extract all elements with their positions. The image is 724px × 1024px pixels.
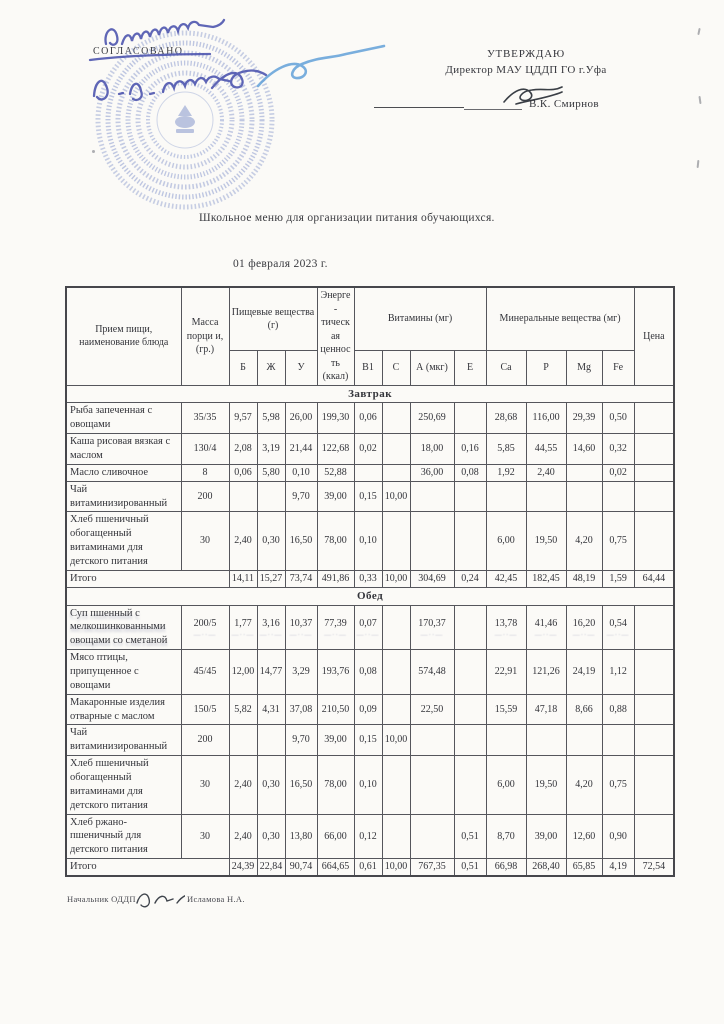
value-cell: 8,66 (566, 694, 602, 725)
value-cell (602, 725, 634, 756)
table-row (66, 725, 674, 756)
value-cell (634, 814, 674, 859)
column-header-energy: Энерге - тическ ая ценнос ть (ккал) (317, 287, 354, 385)
value-cell: 122,68 (317, 434, 354, 465)
value-cell: 29,39 (566, 403, 602, 434)
table-row (66, 434, 674, 465)
value-cell (634, 756, 674, 814)
value-cell: 3,16 —··— (257, 605, 285, 650)
value-cell: 73,74 (285, 570, 317, 587)
column-header-fe: Fe (602, 351, 634, 385)
value-cell: 78,00 (317, 756, 354, 814)
handwritten-flourish (258, 46, 384, 86)
value-cell: 1,59 (602, 570, 634, 587)
value-cell: 0,15 (354, 725, 382, 756)
value-cell (634, 434, 674, 465)
value-cell: 45/45 (181, 650, 229, 695)
value-cell (486, 725, 526, 756)
value-cell: 200/5 —··— (181, 605, 229, 650)
scan-smear-artifact: —··— (356, 630, 380, 639)
value-cell (526, 725, 566, 756)
value-cell (634, 481, 674, 512)
value-cell: 0,16 (454, 434, 486, 465)
value-cell (454, 481, 486, 512)
value-cell: 8,70 (486, 814, 526, 859)
table-row (66, 859, 674, 876)
value-cell: 30 (181, 756, 229, 814)
value-cell (566, 481, 602, 512)
value-cell: 3,29 (285, 650, 317, 695)
table-row (66, 403, 674, 434)
agreed-label: СОГЛАСОВАНО (93, 46, 184, 57)
value-cell: 72,54 (634, 859, 674, 876)
value-cell: 182,45 (526, 570, 566, 587)
value-cell: 250,69 (410, 403, 454, 434)
value-cell: 767,35 (410, 859, 454, 876)
value-cell (410, 725, 454, 756)
value-cell: 47,18 (526, 694, 566, 725)
value-cell: 24,39 (229, 859, 257, 876)
section-row (66, 587, 674, 605)
dish-name: Мясо птицы, припущенное с овощами (66, 650, 181, 695)
value-cell: 12,00 (229, 650, 257, 695)
value-cell: 5,80 (257, 464, 285, 481)
value-cell: 37,08 (285, 694, 317, 725)
dish-name: Каша рисовая вязкая с маслом (66, 434, 181, 465)
value-cell (229, 725, 257, 756)
value-cell: 2,40 (229, 512, 257, 570)
table-row (66, 570, 674, 587)
dish-name: Рыба запеченная с овощами (66, 403, 181, 434)
scan-smear-artifact: —··— (494, 630, 518, 639)
dish-name: Хлеб пшеничный обогащенный витаминами для детского питания (66, 756, 181, 814)
value-cell: 14,77 (257, 650, 285, 695)
value-cell: 39,00 (317, 725, 354, 756)
value-cell: 90,74 (285, 859, 317, 876)
value-cell (634, 403, 674, 434)
value-cell: 116,00 (526, 403, 566, 434)
value-cell: 0,10 (354, 756, 382, 814)
value-cell: 1,77 —··— (229, 605, 257, 650)
value-cell: 16,50 (285, 756, 317, 814)
value-cell: 1,12 (602, 650, 634, 695)
document-date: 01 февраля 2023 г. (233, 258, 328, 270)
value-cell (454, 725, 486, 756)
column-header-mg: Mg (566, 351, 602, 385)
scan-smear-artifact: —··— (420, 630, 444, 639)
column-header-a: А (мкг) (410, 351, 454, 385)
column-header-protein: Б (229, 351, 257, 385)
footer-signatory-name: Исламова Н.А. (187, 894, 245, 904)
value-cell: 9,57 (229, 403, 257, 434)
column-group-vitamins: Витамины (мг) (354, 287, 486, 351)
value-cell (634, 694, 674, 725)
column-header-b1: В1 (354, 351, 382, 385)
value-cell: 210,50 (317, 694, 354, 725)
value-cell: 18,00 (410, 434, 454, 465)
value-cell: 4,31 (257, 694, 285, 725)
value-cell: 0,50 (602, 403, 634, 434)
value-cell: 0,10 (285, 464, 317, 481)
stamp-emblem-icon (175, 105, 195, 133)
column-group-minerals: Минеральные вещества (мг) (486, 287, 634, 351)
value-cell (354, 464, 382, 481)
value-cell: 2,40 (229, 814, 257, 859)
scan-speck (698, 96, 701, 104)
value-cell (454, 512, 486, 570)
value-cell: 0,12 (354, 814, 382, 859)
value-cell: 6,00 (486, 512, 526, 570)
value-cell (410, 481, 454, 512)
value-cell: 19,50 (526, 512, 566, 570)
table-row (66, 756, 674, 814)
approve-subtitle: Директор МАУ ЦДДП ГО г.Уфа (445, 64, 607, 76)
value-cell: 1,92 (486, 464, 526, 481)
column-header-c: С (382, 351, 410, 385)
value-cell: 150/5 (181, 694, 229, 725)
scan-smear-artifact: —··— (231, 630, 255, 639)
value-cell: 0,75 (602, 512, 634, 570)
value-cell: 2,08 (229, 434, 257, 465)
value-cell: 0,32 (602, 434, 634, 465)
value-cell (454, 650, 486, 695)
value-cell: 0,88 (602, 694, 634, 725)
dish-name: Итого (66, 859, 229, 876)
value-cell: 39,00 (526, 814, 566, 859)
value-cell: 6,00 (486, 756, 526, 814)
dish-name: Хлеб пшеничный обогащенный витаминами для детского питания (66, 512, 181, 570)
value-cell: 9,70 (285, 725, 317, 756)
value-cell (382, 403, 410, 434)
section-row (66, 385, 674, 403)
signature-line-2 (464, 109, 522, 110)
value-cell: 0,06 (354, 403, 382, 434)
value-cell: 0,51 (454, 814, 486, 859)
value-cell: 10,00 (382, 859, 410, 876)
table-row (66, 464, 674, 481)
value-cell: 9,70 (285, 481, 317, 512)
menu-table-body (66, 385, 674, 876)
scan-speck (697, 160, 700, 168)
stamp-and-inscription-area (60, 8, 405, 228)
value-cell (382, 756, 410, 814)
scan-smear-artifact: —··— (572, 630, 596, 639)
column-header-ca: Ca (486, 351, 526, 385)
value-cell (382, 464, 410, 481)
value-cell (410, 814, 454, 859)
value-cell (634, 512, 674, 570)
value-cell (410, 756, 454, 814)
scan-speck (92, 150, 95, 153)
value-cell (229, 481, 257, 512)
footer-signature (129, 885, 185, 911)
value-cell: 0,75 (602, 756, 634, 814)
value-cell: 42,45 (486, 570, 526, 587)
scan-smear-artifact: —··— (534, 630, 558, 639)
value-cell: 2,40 (526, 464, 566, 481)
handwritten-inscription (90, 20, 266, 100)
value-cell: 2,40 (229, 756, 257, 814)
scan-smear-artifact: —··— (259, 630, 283, 639)
value-cell: 13,80 (285, 814, 317, 859)
column-header-carbs: У (285, 351, 317, 385)
value-cell: 0,07 —··— (354, 605, 382, 650)
column-header-meal: Прием пищи, наименование блюда (66, 287, 181, 385)
value-cell: 0,30 (257, 512, 285, 570)
value-cell: 30 (181, 814, 229, 859)
value-cell: 200 (181, 481, 229, 512)
value-cell: 41,46 —··— (526, 605, 566, 650)
value-cell (382, 512, 410, 570)
value-cell: 268,40 (526, 859, 566, 876)
column-header-mass: Масса порци и, (гр.) (181, 287, 229, 385)
value-cell (454, 605, 486, 650)
value-cell (634, 725, 674, 756)
value-cell: 22,91 (486, 650, 526, 695)
value-cell: 36,00 (410, 464, 454, 481)
scan-smear-artifact: —··— (606, 630, 630, 639)
value-cell: 78,00 (317, 512, 354, 570)
value-cell: 304,69 (410, 570, 454, 587)
value-cell: 170,37 —··— (410, 605, 454, 650)
dish-name: Чай витаминизированный (66, 481, 181, 512)
value-cell: 21,44 (285, 434, 317, 465)
value-cell (382, 694, 410, 725)
value-cell (634, 605, 674, 650)
value-cell: 0,30 (257, 756, 285, 814)
value-cell: 10,00 (382, 570, 410, 587)
value-cell: 121,26 (526, 650, 566, 695)
table-row (66, 814, 674, 859)
value-cell: 4,19 (602, 859, 634, 876)
value-cell: 16,50 (285, 512, 317, 570)
value-cell: 65,85 (566, 859, 602, 876)
value-cell: 66,00 (317, 814, 354, 859)
approve-title: УТВЕРЖДАЮ (486, 48, 566, 60)
dish-name: Хлеб ржано-пшеничный для детского питания (66, 814, 181, 859)
value-cell: 8 (181, 464, 229, 481)
column-header-price: Цена (634, 287, 674, 385)
table-row (66, 650, 674, 695)
value-cell (602, 481, 634, 512)
value-cell: 664,65 (317, 859, 354, 876)
value-cell: 3,19 (257, 434, 285, 465)
value-cell (526, 481, 566, 512)
value-cell (382, 650, 410, 695)
value-cell: 14,11 (229, 570, 257, 587)
value-cell (634, 650, 674, 695)
value-cell (410, 512, 454, 570)
approver-name: В.К. Смирнов (529, 98, 599, 110)
dish-name: Суп пшенный с мелкошинкованными овощами со сметаной (66, 605, 181, 650)
table-row (66, 694, 674, 725)
value-cell: 5,98 (257, 403, 285, 434)
value-cell: 44,55 (526, 434, 566, 465)
value-cell: 66,98 (486, 859, 526, 876)
table-row (66, 512, 674, 570)
value-cell: 10,00 (382, 481, 410, 512)
value-cell: 15,59 (486, 694, 526, 725)
value-cell: 574,48 (410, 650, 454, 695)
value-cell: 52,88 (317, 464, 354, 481)
value-cell (382, 434, 410, 465)
column-header-p: P (526, 351, 566, 385)
value-cell: 491,86 (317, 570, 354, 587)
value-cell (454, 756, 486, 814)
menu-table (65, 286, 675, 877)
value-cell: 0,06 (229, 464, 257, 481)
column-header-e: Е (454, 351, 486, 385)
value-cell: 10,37 —··— (285, 605, 317, 650)
value-cell: 130/4 (181, 434, 229, 465)
value-cell: 0,51 (454, 859, 486, 876)
value-cell: 0,61 (354, 859, 382, 876)
dish-name: Масло сливочное (66, 464, 181, 481)
dish-name: Итого (66, 570, 229, 587)
value-cell: 22,50 (410, 694, 454, 725)
value-cell: 200 (181, 725, 229, 756)
scan-speck (697, 28, 700, 35)
value-cell: 5,82 (229, 694, 257, 725)
approval-block (392, 48, 660, 76)
value-cell: 0,09 (354, 694, 382, 725)
scan-smear-artifact: —··— (324, 630, 347, 639)
value-cell: 0,90 (602, 814, 634, 859)
scan-smear-artifact: —··— (193, 630, 217, 639)
value-cell: 0,08 (354, 650, 382, 695)
official-stamp (60, 8, 405, 228)
value-cell: 0,08 (454, 464, 486, 481)
table-row (66, 605, 674, 650)
value-cell: 14,60 (566, 434, 602, 465)
value-cell: 39,00 (317, 481, 354, 512)
value-cell: 19,50 (526, 756, 566, 814)
value-cell: 0,54 —··— (602, 605, 634, 650)
column-header-fat: Ж (257, 351, 285, 385)
table-header (66, 287, 674, 385)
value-cell: 0,30 (257, 814, 285, 859)
value-cell: 0,24 (454, 570, 486, 587)
value-cell: 35/35 (181, 403, 229, 434)
value-cell: 193,76 (317, 650, 354, 695)
value-cell (454, 403, 486, 434)
section-label: Завтрак (66, 385, 674, 403)
value-cell (382, 814, 410, 859)
section-label: Обед (66, 587, 674, 605)
signature-line (374, 107, 464, 108)
value-cell (257, 725, 285, 756)
value-cell: 10,00 (382, 725, 410, 756)
footer-position-label: Начальник ОДДП (67, 894, 136, 904)
scan-smear-artifact: —··— (289, 630, 313, 639)
value-cell: 30 (181, 512, 229, 570)
value-cell (454, 694, 486, 725)
value-cell: 22,84 (257, 859, 285, 876)
value-cell: 64,44 (634, 570, 674, 587)
dish-name: Чай витаминизированный (66, 725, 181, 756)
value-cell: 199,30 (317, 403, 354, 434)
value-cell: 48,19 (566, 570, 602, 587)
value-cell (566, 464, 602, 481)
value-cell: 13,78 —··— (486, 605, 526, 650)
value-cell: 28,68 (486, 403, 526, 434)
value-cell: 4,20 (566, 756, 602, 814)
value-cell (566, 725, 602, 756)
value-cell: 24,19 (566, 650, 602, 695)
value-cell: 26,00 (285, 403, 317, 434)
value-cell: 15,27 (257, 570, 285, 587)
document-title: Школьное меню для организации питания обучающихся. (199, 212, 495, 224)
value-cell: 0,02 (602, 464, 634, 481)
value-cell: 0,10 (354, 512, 382, 570)
value-cell: 77,39 —··— (317, 605, 354, 650)
value-cell (382, 605, 410, 650)
table-row (66, 481, 674, 512)
value-cell: 12,60 (566, 814, 602, 859)
value-cell: 0,02 (354, 434, 382, 465)
value-cell (486, 481, 526, 512)
value-cell: 0,15 (354, 481, 382, 512)
value-cell: 4,20 (566, 512, 602, 570)
value-cell (257, 481, 285, 512)
value-cell: 5,85 (486, 434, 526, 465)
value-cell: 16,20 —··— (566, 605, 602, 650)
value-cell: 0,33 (354, 570, 382, 587)
column-group-nutrients: Пищевые вещества (г) (229, 287, 317, 351)
dish-name: Макаронные изделия отварные с маслом (66, 694, 181, 725)
value-cell (634, 464, 674, 481)
